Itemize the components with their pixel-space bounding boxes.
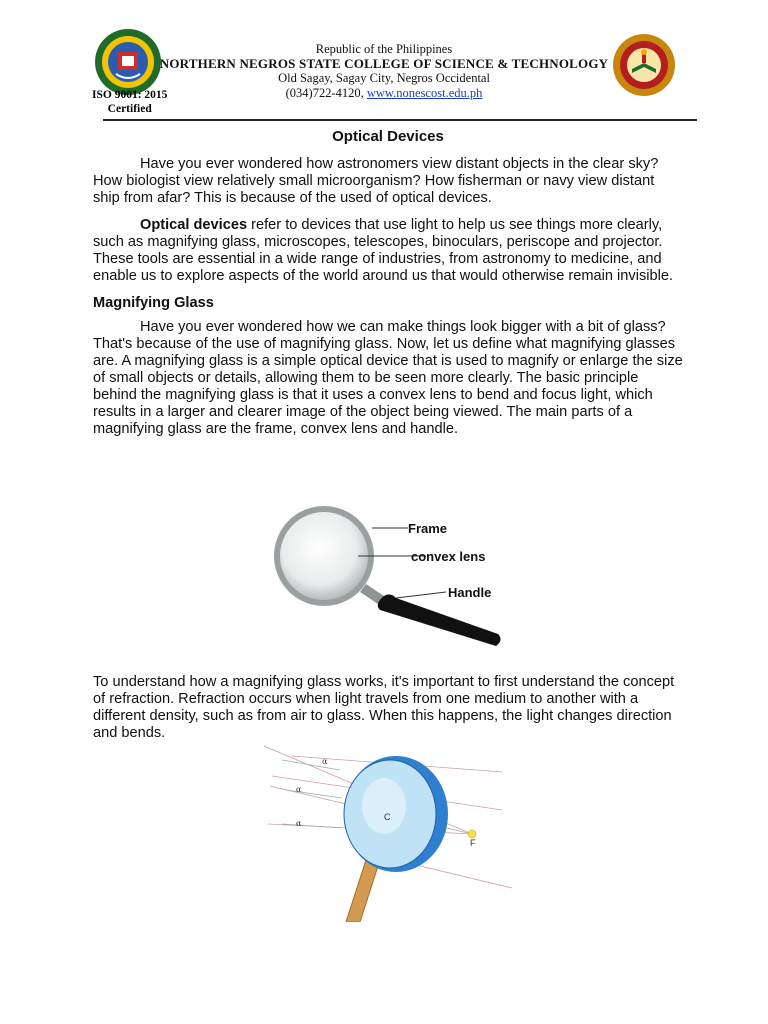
page-title: Optical Devices	[332, 128, 444, 145]
iso-certification	[92, 88, 167, 116]
angle-label-3: α	[296, 819, 302, 828]
website-link[interactable]: www.nonescost.edu.ph	[366, 86, 483, 100]
handle-pointer	[396, 592, 446, 598]
magnifying-glass-paragraph: Have you ever wondered how we can make things look bigger with a bit of glass? That's because of the use of magnifying glass. Now, let us define what magnifying glasses are. A magnifying glass is a simple optical device that is used to magnify or enlarge the size of small objects or details, allowing them to be seen more clearly. The basic principle behind the magnifying glass is that it uses a convex lens to bend and focus light, which results in a larger and clearer image of the object being viewed. The main parts of a magnifying glass are the frame, convex lens and handle.	[93, 319, 683, 437]
header-divider	[103, 119, 697, 121]
angle-label-2: α	[296, 785, 302, 794]
angle-label-1: α	[322, 757, 328, 766]
frame-label: Frame	[408, 521, 448, 536]
intro-paragraph: Have you ever wondered how astronomers view distant objects in the clear sky? How biologist view relatively small microorganism? How fisherman or navy view distant ship from afar? This is because of the used of optical devices.	[93, 156, 659, 206]
republic-line: Republic of the Philippines	[315, 42, 453, 56]
section-heading: Magnifying Glass	[93, 295, 214, 311]
letterhead	[0, 0, 768, 125]
refraction-paragraph: To understand how a magnifying glass works, it's important to first understand the concept of refraction. Refraction occurs when light travels from one medium to another with a different density, such as from air to glass. When this happens, the light changes direction and bends.	[93, 673, 675, 741]
definition-paragraph	[93, 217, 683, 285]
wooden-handle	[346, 860, 378, 922]
definition-text: refer to devices that use light to help us see things more clearly, such as magnifying glass, microscopes, telescopes, binoculars, periscope and projector. These tools are essential in a wide range of industries, from astronomy to medicine, and enable us to explore aspects of the world around us that would otherwise remain invisible.	[93, 217, 674, 284]
focal-point	[468, 830, 476, 838]
college-address: Old Sagay, Sagay City, Negros Occidental	[278, 71, 490, 85]
focus-label: F	[470, 838, 476, 848]
refraction-diagram	[262, 740, 518, 922]
magnifying-glass-figure	[260, 500, 512, 650]
iso-standard: ISO 9001: 2015	[92, 89, 168, 101]
iso-certified: Certified	[107, 103, 152, 115]
document-body	[93, 128, 683, 448]
handle-grip	[378, 594, 501, 646]
phone-number: (034)722-4120,	[285, 86, 364, 100]
college-of-education-seal-icon	[612, 33, 676, 97]
handle-label: Handle	[448, 585, 492, 600]
convex-lens-label: convex lens	[411, 549, 486, 564]
college-name: NORTHERN NEGROS STATE COLLEGE OF SCIENCE & TECHNOLOGY	[159, 56, 609, 71]
definition-term: Optical devices	[140, 217, 248, 233]
convex-lens	[280, 512, 368, 600]
center-label: C	[384, 812, 391, 822]
